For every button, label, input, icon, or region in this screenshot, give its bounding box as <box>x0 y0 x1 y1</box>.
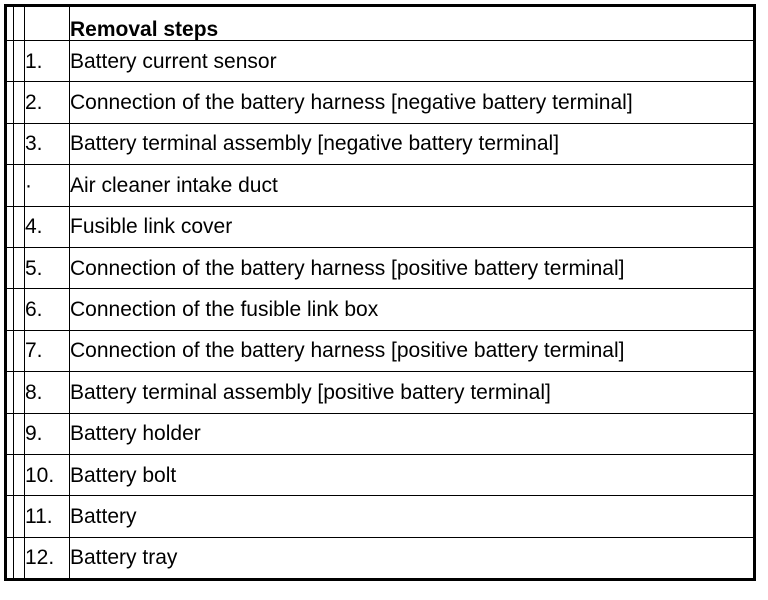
step-text: Connection of the fusible link box <box>70 289 755 330</box>
blank-cell <box>14 123 25 164</box>
blank-cell <box>6 247 14 288</box>
blank-cell <box>14 247 25 288</box>
step-number: 8. <box>25 372 70 413</box>
removal-steps-body <box>6 6 755 580</box>
step-number: 6. <box>25 289 70 330</box>
blank-cell <box>14 454 25 495</box>
step-number: 3. <box>25 123 70 164</box>
table-row <box>6 41 755 82</box>
table-row <box>6 454 755 495</box>
table-row <box>6 496 755 537</box>
blank-cell <box>6 123 14 164</box>
blank-cell <box>14 206 25 247</box>
step-number: 2. <box>25 82 70 123</box>
step-number: 9. <box>25 413 70 454</box>
step-text: Connection of the battery harness [positive battery terminal] <box>70 247 755 288</box>
blank-cell <box>14 372 25 413</box>
table-row <box>6 330 755 371</box>
blank-cell <box>6 289 14 330</box>
step-text: Battery bolt <box>70 454 755 495</box>
blank-cell <box>6 330 14 371</box>
step-number: 1. <box>25 41 70 82</box>
table-row <box>6 372 755 413</box>
blank-cell <box>14 496 25 537</box>
blank-cell <box>6 413 14 454</box>
blank-cell <box>6 496 14 537</box>
step-number-header <box>25 6 70 41</box>
step-number: 4. <box>25 206 70 247</box>
blank-cell <box>6 537 14 579</box>
blank-cell <box>14 165 25 206</box>
blank-cell <box>6 454 14 495</box>
step-text: Battery terminal assembly [negative battery terminal] <box>70 123 755 164</box>
blank-cell <box>6 372 14 413</box>
step-number: · <box>25 165 70 206</box>
step-number: 5. <box>25 247 70 288</box>
blank-cell <box>6 41 14 82</box>
step-text: Battery tray <box>70 537 755 579</box>
table-row <box>6 206 755 247</box>
step-text: Battery <box>70 496 755 537</box>
table-row <box>6 247 755 288</box>
table-title: Removal steps <box>70 6 755 41</box>
blank-cell <box>6 82 14 123</box>
table-row <box>6 123 755 164</box>
step-text: Battery terminal assembly [positive battery terminal] <box>70 372 755 413</box>
table-row <box>6 413 755 454</box>
step-number: 11. <box>25 496 70 537</box>
blank-cell <box>6 6 14 41</box>
step-text: Battery holder <box>70 413 755 454</box>
table-row <box>6 537 755 579</box>
blank-cell <box>6 206 14 247</box>
table-row <box>6 165 755 206</box>
step-text: Battery current sensor <box>70 41 755 82</box>
blank-cell <box>14 537 25 579</box>
step-text: Fusible link cover <box>70 206 755 247</box>
removal-steps-table <box>4 4 756 581</box>
step-number: 12. <box>25 537 70 579</box>
blank-cell <box>14 413 25 454</box>
step-text: Connection of the battery harness [positive battery terminal] <box>70 330 755 371</box>
table-row <box>6 82 755 123</box>
table-row <box>6 289 755 330</box>
step-number: 10. <box>25 454 70 495</box>
step-text: Air cleaner intake duct <box>70 165 755 206</box>
blank-cell <box>14 82 25 123</box>
blank-cell <box>14 6 25 41</box>
blank-cell <box>14 289 25 330</box>
header-row <box>6 6 755 41</box>
step-number: 7. <box>25 330 70 371</box>
blank-cell <box>14 330 25 371</box>
blank-cell <box>14 41 25 82</box>
step-text: Connection of the battery harness [negative battery terminal] <box>70 82 755 123</box>
blank-cell <box>6 165 14 206</box>
